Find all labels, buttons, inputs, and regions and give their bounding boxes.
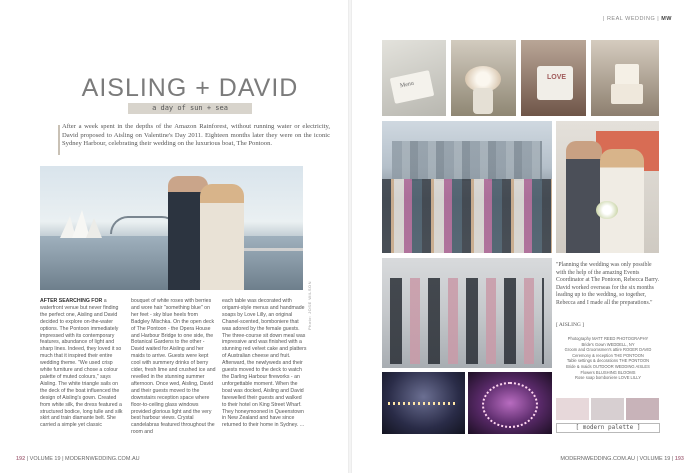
- bride-figure: [200, 184, 244, 290]
- opera-house-sail: [86, 218, 102, 238]
- bridal-party-photo: [382, 258, 552, 368]
- supplier-credits: [556, 336, 660, 381]
- body-column-1: [40, 298, 125, 429]
- body-column-2: bouquet of white roses with berries and wore hair "something blue" on her feet - sky blue heels from Badgley Mischka. On the open deck of The Pontoon - the Opera House and Harbour Bridge to one side, the Botanical Gardens to the other - David waited for Aisling and her maids to arrive. Guests were kept cool with summery drinks of berry cider, fresh lime and crushed ice and revelled in the stunning summer afternoon. Once wed, Aisling, David and their guests moved to the downstairs reception space where floor-to-ceiling glass windows provided glorious light and the very best harbour views. Crystal candelabras featured throughout the room and: [131, 298, 216, 436]
- credit-line: Bride & maids OUTDOOR WEDDING AISLES: [566, 363, 650, 369]
- credit-line: Groom and Groomsmen's attire ROGER DAVID: [564, 347, 652, 353]
- credit-line: Photography MATT REED PHOTOGRAPHY: [567, 336, 649, 341]
- section-tag: [603, 16, 672, 22]
- menu-card-text: Menu: [399, 80, 415, 90]
- folio-text: MODERNWEDDING.COM.AU | VOLUME 19 |: [560, 456, 674, 462]
- groom-figure: [566, 141, 602, 253]
- palette-swatches: [556, 398, 660, 420]
- centerpiece-photo: [451, 40, 516, 116]
- sparkler-photo: [468, 372, 552, 434]
- page-number: 193: [674, 456, 684, 462]
- folio-right: [560, 456, 684, 462]
- palette-swatch: [591, 398, 624, 420]
- guests-crowd: [382, 179, 552, 253]
- soap-box: [537, 66, 573, 100]
- palette-label: [ modern palette ]: [556, 423, 660, 433]
- love-text: LOVE: [547, 74, 567, 81]
- vase: [473, 88, 493, 114]
- pull-quote: "Planning the wedding was only possible with the help of the amazing Events Coordinator at The Pontoon, Rebecca Barry. David worked overseas for the six months leading up to the wedding, so together, Rebecca and I made all the preparations.": [556, 262, 660, 306]
- intro-accent-bar: [58, 125, 60, 155]
- sparkler-trail: [482, 382, 538, 428]
- article-title: AISLING + DAVID: [81, 74, 299, 102]
- night-boat-photo: [382, 372, 465, 434]
- credit-line: Flowers BLUSHING BLOOMS: [580, 369, 636, 375]
- hero-couple-photo: [40, 166, 303, 290]
- folio-text: | VOLUME 19 | MODERNWEDDING.COM.AU: [26, 456, 140, 462]
- quote-author: [ AISLING ]: [556, 322, 585, 328]
- menu-card-photo: [382, 40, 446, 116]
- bomboniere-photo: [521, 40, 586, 116]
- body-column-3: each table was decorated with origami-style menus and handmade soaps by Love Lilly, an original Chanel-scented, bomboniere that was adored by the female guests. The three-course sit down meal was impressive and was finished with a stunning red velvet cake and platters of Australian cheese and fruit. Afterward, the newlyweds and their guests moved to the deck to watch the Darling Harbour fireworks - an unforgettable moment. When the boat was docked, Aisling and David farewelled their guests and walked to their hotel on King Street Wharf. They honeymooned in Queenstown in New Zealand and have since returned to their home in Sydney. ...: [222, 298, 307, 429]
- couple-portrait-photo: [556, 121, 659, 253]
- palette-swatch: [556, 398, 589, 420]
- bridal-party-row: [390, 278, 544, 364]
- credit-line: Table settings & decorations THE PONTOON: [566, 358, 650, 364]
- page-gutter: [348, 0, 352, 473]
- body-lead-in: AFTER SEARCHING FOR: [40, 298, 103, 304]
- article-subtitle: a day of sun + sea: [128, 103, 252, 114]
- colour-palette: [556, 398, 660, 433]
- section-label: | REAL WEDDING |: [603, 16, 660, 22]
- ceremony-photo: [382, 121, 552, 253]
- photo-credit: Photo: JOSE WILSON: [307, 280, 312, 330]
- bouquet: [596, 201, 618, 219]
- credit-line: Ceremony & reception THE PONTOON: [572, 352, 644, 358]
- boat-lights: [388, 402, 458, 405]
- credit-line: Rose soap bomboniere LOVE LILLY: [575, 375, 641, 381]
- palette-swatch: [626, 398, 659, 420]
- brand-mark: MW: [661, 16, 672, 22]
- cake-photo: [591, 40, 659, 116]
- body-text: a waterfront venue but never finding the perfect one, Aisling and David decided to explore on-the-water options. The Pontoon immediately impressed with its contemporary features, abundance of light and sharp lines. Indeed, they loved it so much that it inspired their entire wedding theme. "We used crisp white furniture and chose a colour palette of muted colours," says Aisling. The white triangle sails on the deck of the boat influenced the design of Aisling's gown. Created from white silk, the dress featured a structured bodice, long tulle and silk skirt and train diamante belt. She carried a simple yet classic: [40, 298, 123, 429]
- intro-paragraph: After a week spent in the depths of the Amazon Rainforest, without running water or electricity, David proposed to Aisling on Valentine's Day 2011. Eighteen months later they were on the iconic Sydney Harbour, celebrating their wedding on the luxurious boat, The Pontoon.: [62, 123, 330, 147]
- city-skyline: [392, 141, 542, 181]
- cake-bottom-tier: [611, 84, 643, 104]
- credit-line: Bride's Gown WEDDELL, NY: [581, 341, 635, 347]
- folio-left: [16, 456, 140, 462]
- page-number: 192: [16, 456, 26, 462]
